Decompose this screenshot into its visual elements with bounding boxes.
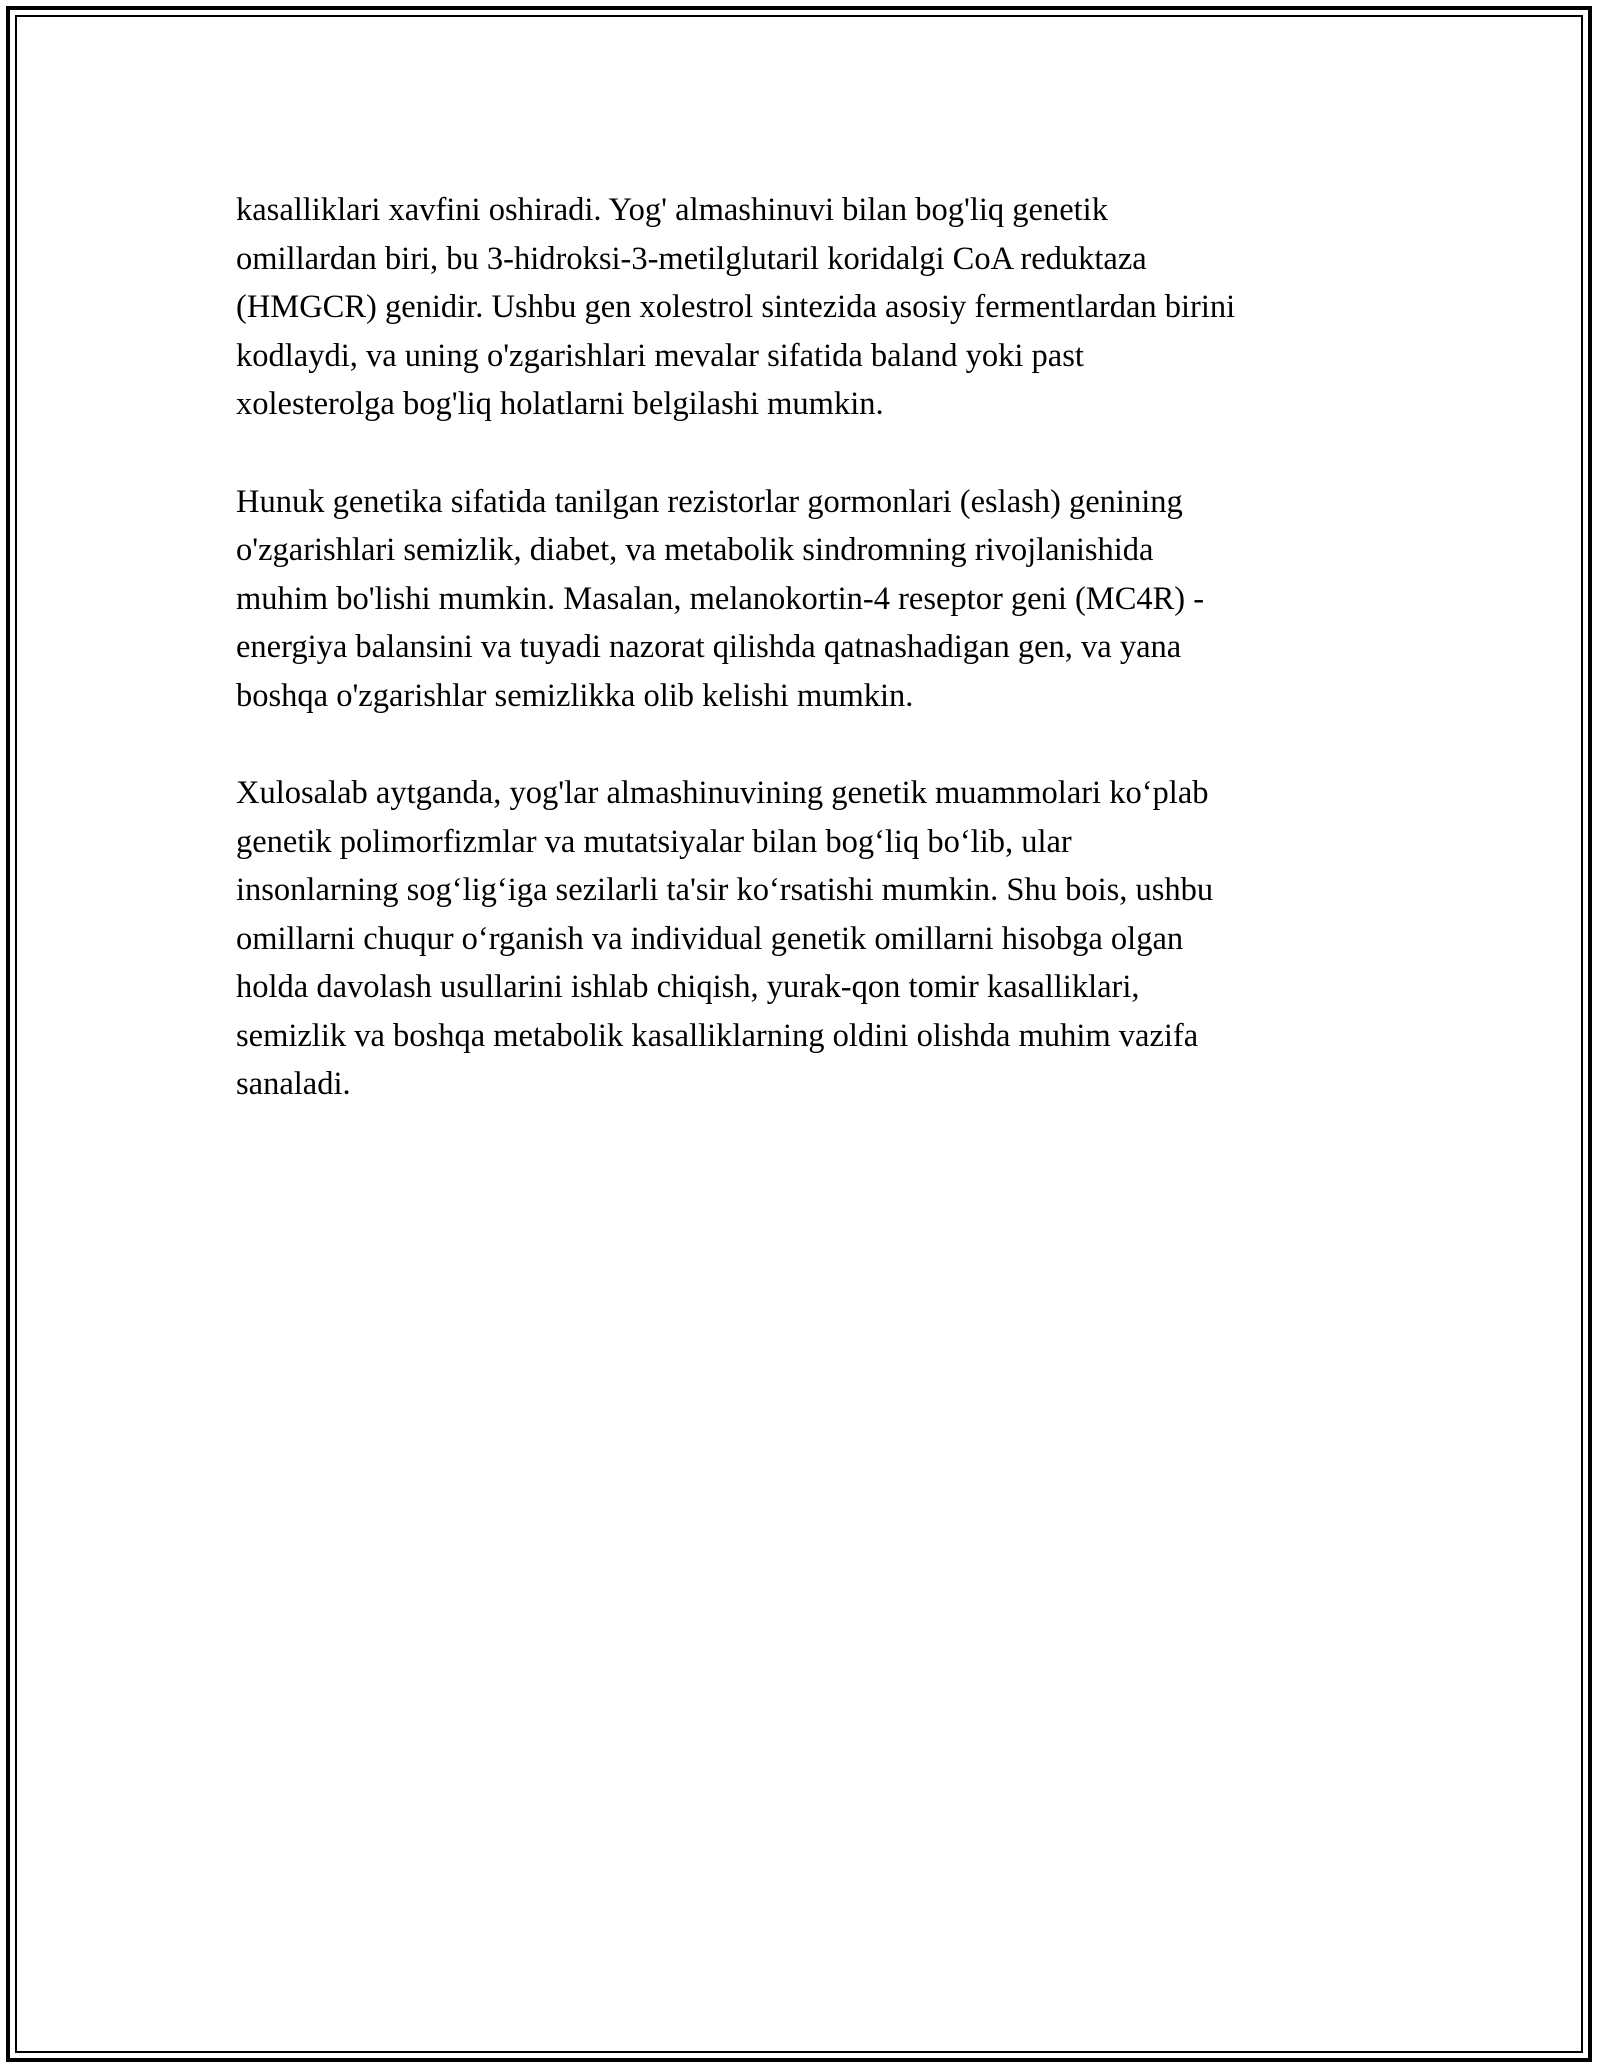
text-line: kasalliklari xavfini oshiradi. Yog' almashinuvi bilan bog'liq genetik <box>236 192 1108 228</box>
text-line: omillarni chuqur o‘rganish va individual genetik omillarni hisobga olgan <box>236 920 1184 957</box>
text-line: energiya balansini va tuyadi nazorat qilishda qatnashadigan gen, va yana <box>236 629 1182 665</box>
document-body <box>236 186 1386 1158</box>
text-line: Xulosalab aytganda, yog'lar almashinuvining genetik muammolari ko‘plab <box>236 775 1209 811</box>
text-line: (HMGCR) genidir. Ushbu gen xolestrol sintezida asosiy fermentlardan birini <box>236 289 1236 325</box>
paragraph-conclusion <box>236 769 1386 1109</box>
text-line: sanaladi. <box>236 1066 351 1102</box>
text-line: genetik polimorfizmlar va mutatsiyalar bilan bog‘liq bo‘lib, ular <box>236 823 1072 860</box>
text-line: semizlik va boshqa metabolik kasalliklarning oldini olishda muhim vazifa <box>236 1017 1199 1054</box>
text-line: o'zgarishlari semizlik, diabet, va metabolik sindromning rivojlanishida <box>236 532 1154 568</box>
text-line: holda davolash usullarini ishlab chiqish, yurak-qon tomir kasalliklari, <box>236 969 1140 1005</box>
paragraph-hmgcr <box>236 186 1386 429</box>
text-line: Hunuk genetika sifatida tanilgan rezistorlar gormonlari (eslash) genining <box>236 483 1183 520</box>
text-line: insonlarning sog‘lig‘iga sezilarli ta'sir ko‘rsatishi mumkin. Shu bois, ushbu <box>236 872 1214 908</box>
text-line: xolesterolga bog'liq holatlarni belgilashi mumkin. <box>236 386 884 422</box>
paragraph-mc4r <box>236 478 1386 721</box>
text-line: boshqa o'zgarishlar semizlikka olib kelishi mumkin. <box>236 677 914 714</box>
text-line: kodlaydi, va uning o'zgarishlari mevalar sifatida baland yoki past <box>236 337 1084 374</box>
text-line: omillardan biri, bu 3-hidroksi-3-metilglutaril koridalgi CoA reduktaza <box>236 240 1147 277</box>
text-line: muhim bo'lishi mumkin. Masalan, melanokortin-4 reseptor geni (MC4R) - <box>236 580 1205 617</box>
